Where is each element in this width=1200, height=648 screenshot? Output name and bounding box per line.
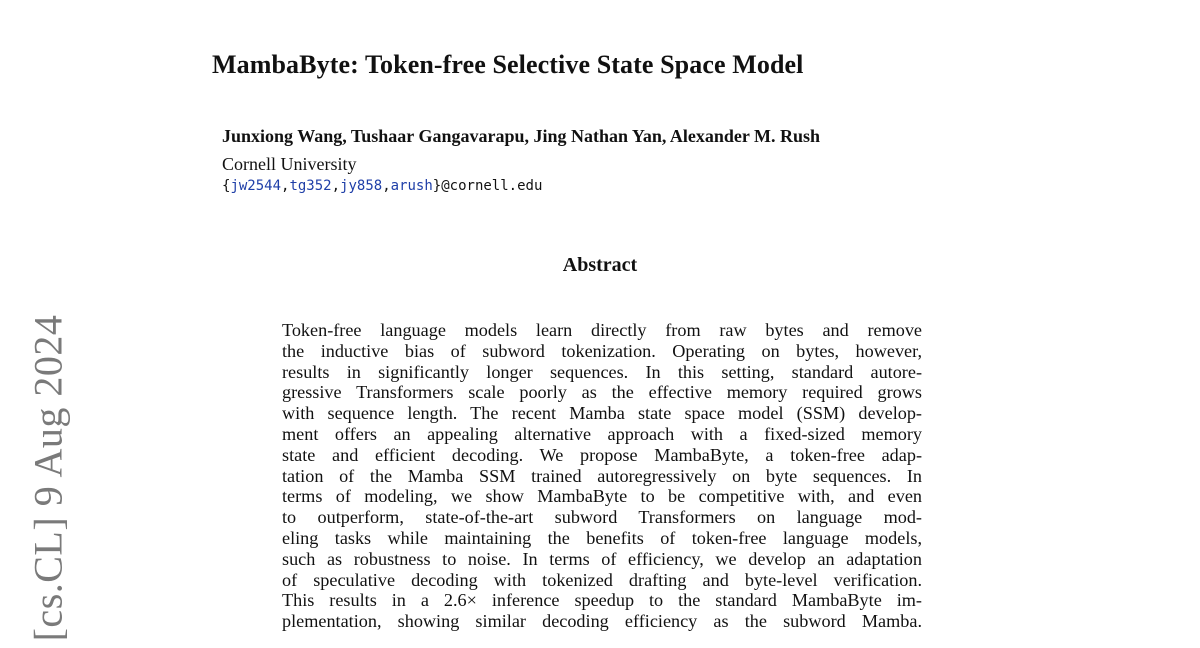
- abstract-section: [282, 320, 922, 632]
- email-open-brace: {: [222, 178, 231, 194]
- abstract-line: Token-free language models learn directly from raw bytes and remove: [282, 320, 922, 340]
- email-link-arush[interactable]: arush: [390, 178, 433, 194]
- author-list: Junxiong Wang, Tushaar Gangavarapu, Jing Nathan Yan, Alexander M. Rush: [222, 126, 821, 146]
- abstract-line: eling tasks while maintaining the benefits of token-free language models,: [282, 527, 922, 548]
- abstract-line: to outperform, state-of-the-art subword Transformers on language mod-: [282, 507, 922, 528]
- author-emails: [222, 178, 542, 194]
- abstract-line: such as robustness to noise. In terms of efficiency, we develop an adaptation: [282, 548, 922, 569]
- abstract-line: terms of modeling, we show MambaByte to be competitive with, and even: [282, 486, 922, 507]
- abstract-line: with sequence length. The recent Mamba state space model (SSM) develop-: [282, 403, 922, 424]
- email-separator: ,: [281, 178, 290, 194]
- paper-title: MambaByte: Token-free Selective State Space Model: [212, 50, 804, 79]
- email-link-jw2544[interactable]: jw2544: [230, 178, 282, 194]
- abstract-line: plementation, showing similar decoding efficiency as the subword Mamba.: [282, 611, 922, 632]
- abstract-line: of speculative decoding with tokenized drafting and byte-level verification.: [282, 569, 922, 590]
- arxiv-category-date-stamp: [cs.CL] 9 Aug 2024: [25, 314, 71, 642]
- email-link-jy858[interactable]: jy858: [340, 178, 383, 194]
- abstract-line: ment offers an appealing alternative approach with a fixed-sized memory: [282, 423, 922, 444]
- abstract-heading: [0, 254, 1200, 277]
- abstract-line: gressive Transformers scale poorly as the effective memory required grows: [282, 382, 922, 403]
- email-link-tg352[interactable]: tg352: [289, 178, 332, 194]
- abstract-line: tation of the Mamba SSM trained autoregressively on byte sequences. In: [282, 465, 922, 486]
- affiliation: Cornell University: [222, 154, 357, 174]
- email-domain: }@cornell.edu: [432, 178, 543, 194]
- email-separator: ,: [382, 178, 391, 194]
- abstract-heading-text: Abstract: [562, 254, 638, 276]
- abstract-line: the inductive bias of subword tokenization. Operating on bytes, however,: [282, 340, 922, 361]
- abstract-line: state and efficient decoding. We propose MambaByte, a token-free adap-: [282, 444, 922, 465]
- abstract-line: results in significantly longer sequences. In this setting, standard autore-: [282, 361, 922, 382]
- abstract-line: This results in a 2.6× inference speedup to the standard MambaByte im-: [282, 590, 922, 611]
- email-separator: ,: [331, 178, 341, 194]
- abstract-body: [282, 320, 922, 632]
